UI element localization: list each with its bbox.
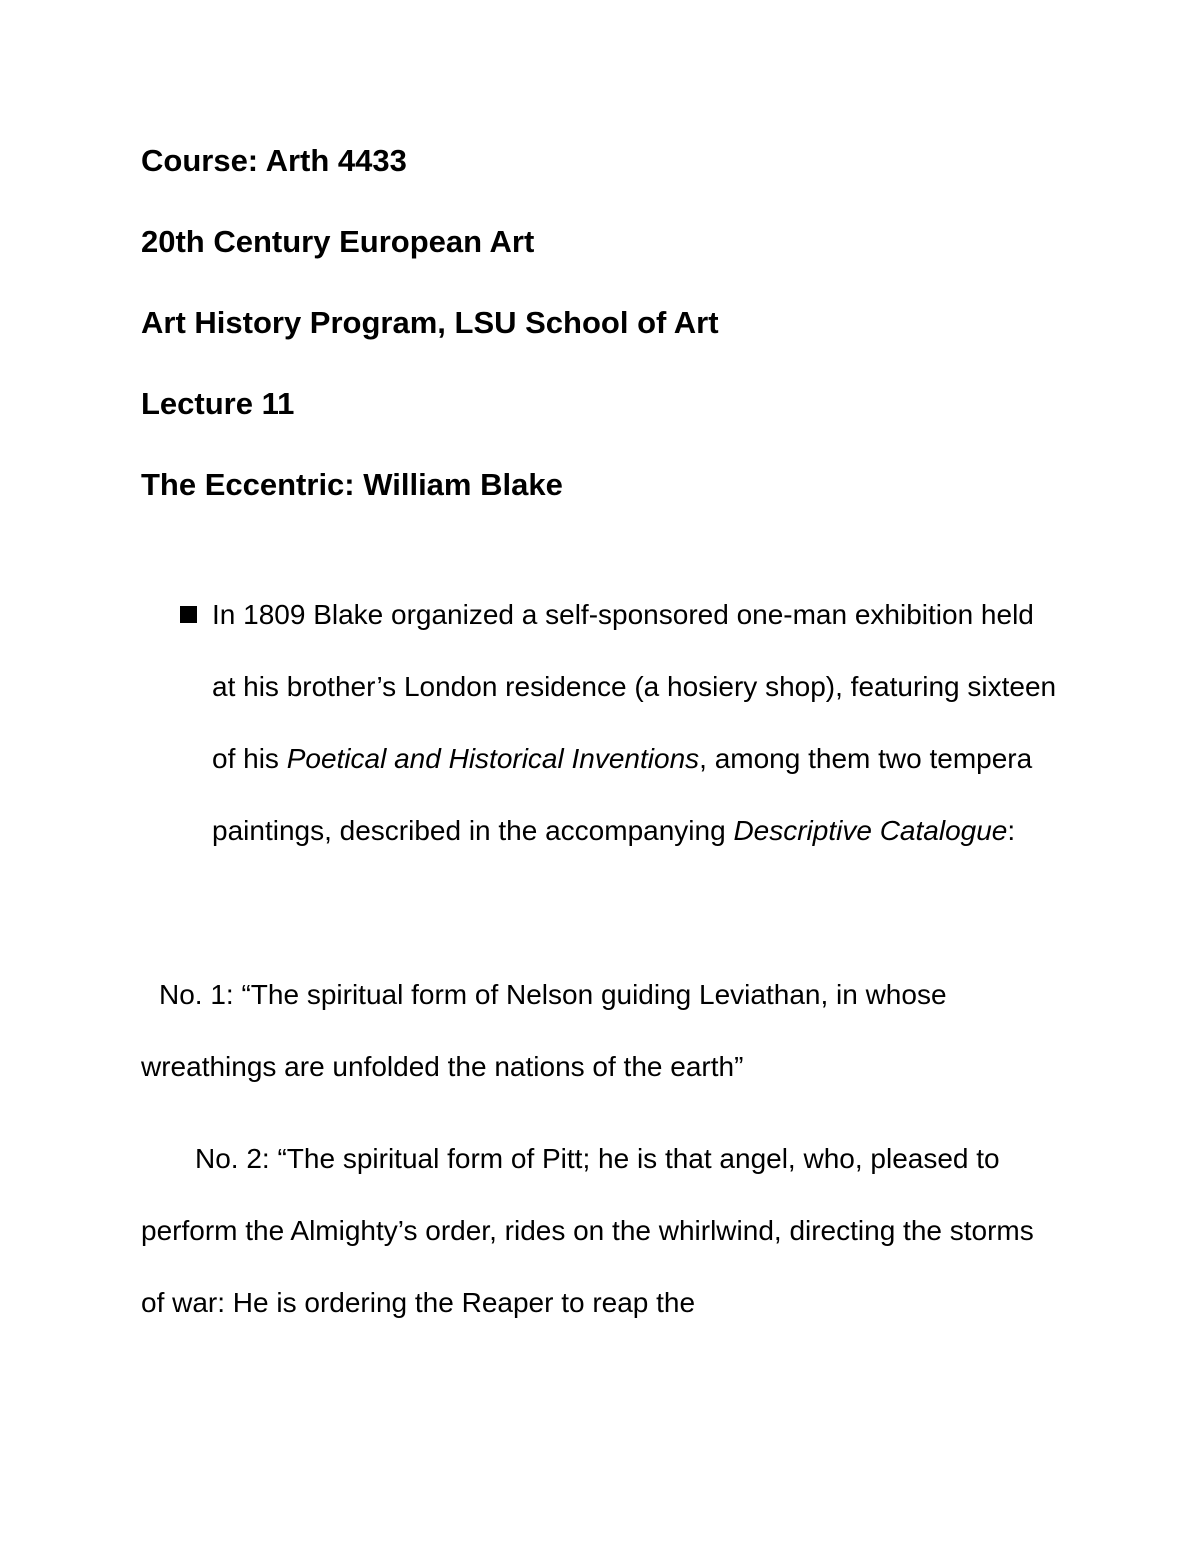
lecture-number: Lecture 11: [141, 386, 295, 421]
program-heading: Art History Program, LSU School of Art: [141, 305, 719, 340]
lecture-topic: The Eccentric: William Blake: [141, 467, 563, 502]
square-bullet-icon: [180, 606, 197, 623]
bullet-text-part1: In 1809 Blake organized a self-sponsored one-man exhibition held at his brother’s London residence (a hosiery shop), featuring sixteen of his: [212, 599, 1057, 774]
bullet-text-part2: , among them two tempera paintings, described in the accompanying: [212, 743, 1033, 846]
bullet-italic-title-1: Poetical and Historical Inventions: [286, 743, 700, 774]
bullet-italic-title-2: Descriptive Catalogue: [733, 815, 1008, 846]
bullet-text-part3: :: [1007, 815, 1016, 846]
bullet-text: [212, 579, 1062, 867]
quote-no-2: No. 2: “The spiritual form of Pitt; he is that angel, who, pleased to perform the Almighty’s order, rides on the whirlwind, directing the storms of war: He is ordering the Reaper to reap the: [141, 1143, 1034, 1318]
course-heading: Course: Arth 4433: [141, 143, 407, 178]
quote-no-1: No. 1: “The spiritual form of Nelson guiding Leviathan, in whose wreathings are unfolded the nations of the earth”: [141, 979, 947, 1082]
course-title: 20th Century European Art: [141, 224, 535, 259]
